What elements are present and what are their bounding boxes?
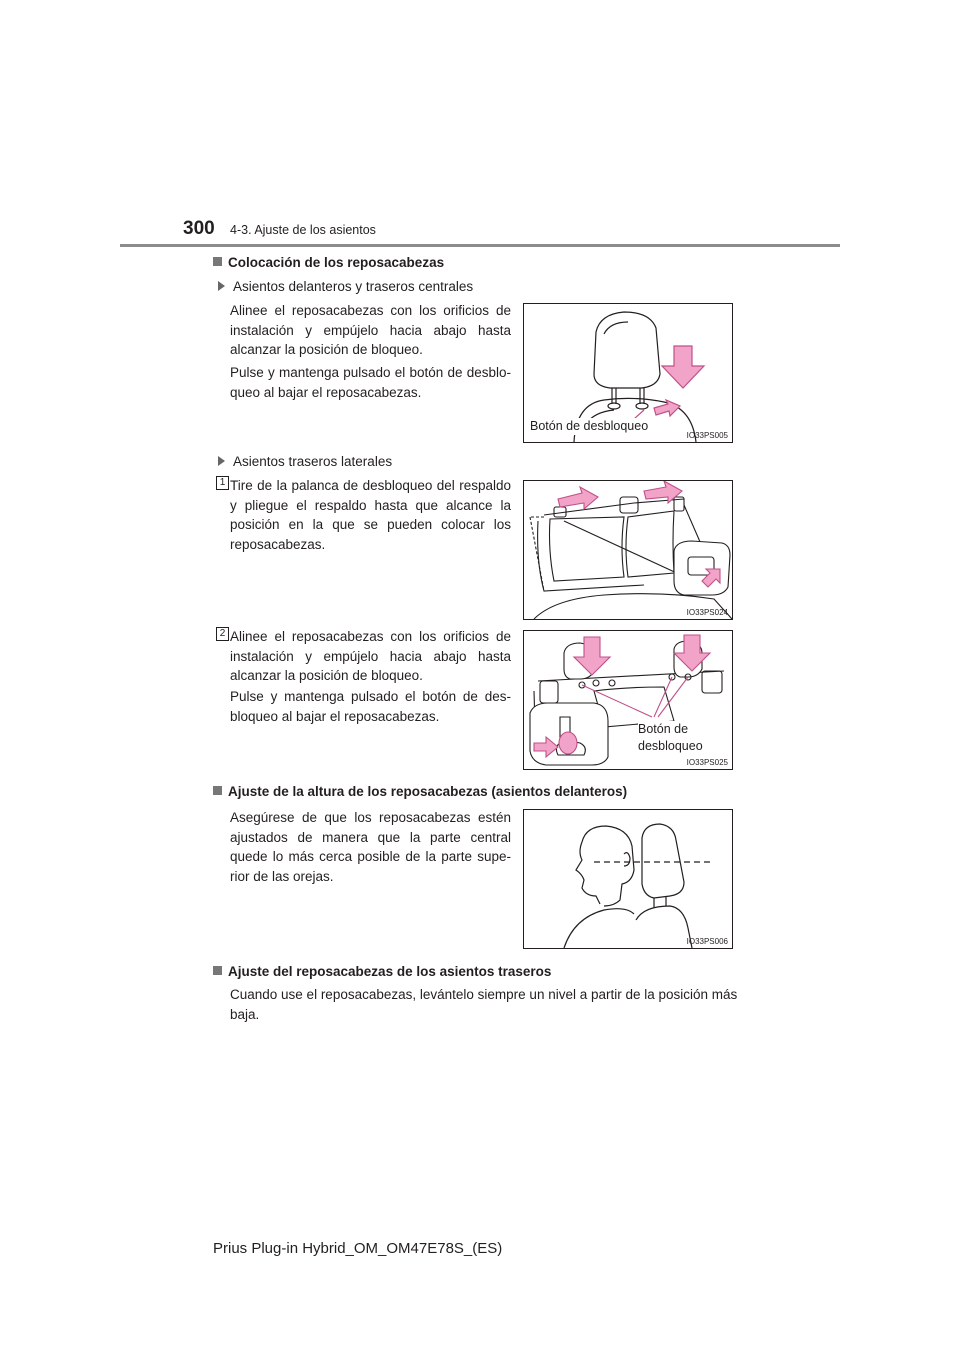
figure-rear-fold — [523, 480, 733, 620]
figure-rear-headrest — [523, 630, 733, 770]
paragraph-step2-align: Alinee el reposacabezas con los orificios de instalación y empújelo hacia abajo hasta alcanzar la posición de bloqueo. — [230, 629, 511, 683]
subheading-front-center-text: Asientos delanteros y traseros centrales — [233, 279, 474, 294]
paragraph-step2-release: Pulse y mantenga pulsado el botón de desbloqueo al bajar el reposacabezas. — [230, 689, 511, 724]
figure-code: IO33PS025 — [686, 758, 728, 767]
paragraph-step1: Tire de la palanca de desbloqueo del respaldo y pliegue el respaldo hasta que alcance la posición en la que se pueden colocar los reposacabezas. — [230, 478, 511, 552]
section-title: 4-3. Ajuste de los asientos — [230, 223, 376, 237]
rear-fold-illustration — [524, 481, 732, 619]
figure-code: IO33PS006 — [686, 937, 728, 946]
heading-height-front — [213, 784, 627, 799]
paragraph-front-release: Pulse y mantenga pulsado el botón de desbloqueo al bajar el reposacabezas. — [230, 365, 511, 400]
subheading-rear-outer-text: Asientos traseros laterales — [233, 454, 393, 469]
step-number-1: 1 — [216, 476, 229, 490]
figure-code: IO33PS024 — [686, 608, 728, 617]
square-bullet-icon — [213, 257, 222, 266]
heading-placement-text: Colocación de los reposacabezas — [228, 255, 445, 270]
step-number-2: 2 — [216, 627, 229, 641]
square-bullet-icon — [213, 786, 222, 795]
page-number: 300 — [183, 218, 215, 239]
subheading-front-center — [218, 279, 473, 294]
square-bullet-icon — [213, 966, 222, 975]
subheading-rear-outer — [218, 454, 392, 469]
figure-height-adjust — [523, 809, 733, 949]
release-button-label-line2: desbloqueo — [638, 739, 703, 753]
footer-manual-id: Prius Plug-in Hybrid_OM_OM47E78S_(ES) — [213, 1240, 503, 1257]
heading-rear-adjust — [213, 964, 551, 979]
header-rule — [120, 244, 840, 247]
heading-placement — [213, 255, 444, 270]
heading-height-front-text: Ajuste de la altura de los reposacabezas (asientos delanteros) — [228, 784, 628, 799]
heading-rear-adjust-text: Ajuste del reposacabezas de los asientos traseros — [228, 964, 552, 979]
triangle-bullet-icon — [218, 456, 225, 466]
triangle-bullet-icon — [218, 281, 225, 291]
paragraph-front-align: Alinee el reposacabezas con los orificios de instalación y empújelo hacia abajo hasta alcanzar la posición de bloqueo. — [230, 303, 511, 357]
release-button-label: Botón de desbloqueo — [530, 419, 649, 433]
release-button-label-line1: Botón de — [638, 722, 689, 736]
figure-code: IO33PS005 — [686, 431, 728, 440]
paragraph-height-front: Asegúrese de que los reposacabezas estén ajustados de manera que la parte central quede lo más cerca posible de la parte superior de las orejas. — [230, 810, 511, 884]
figure-front-headrest — [523, 303, 733, 443]
height-adjust-illustration — [524, 810, 732, 948]
paragraph-rear-adjust: Cuando use el reposacabezas, levántelo siempre un nivel a partir de la posición más baja. — [230, 987, 738, 1022]
